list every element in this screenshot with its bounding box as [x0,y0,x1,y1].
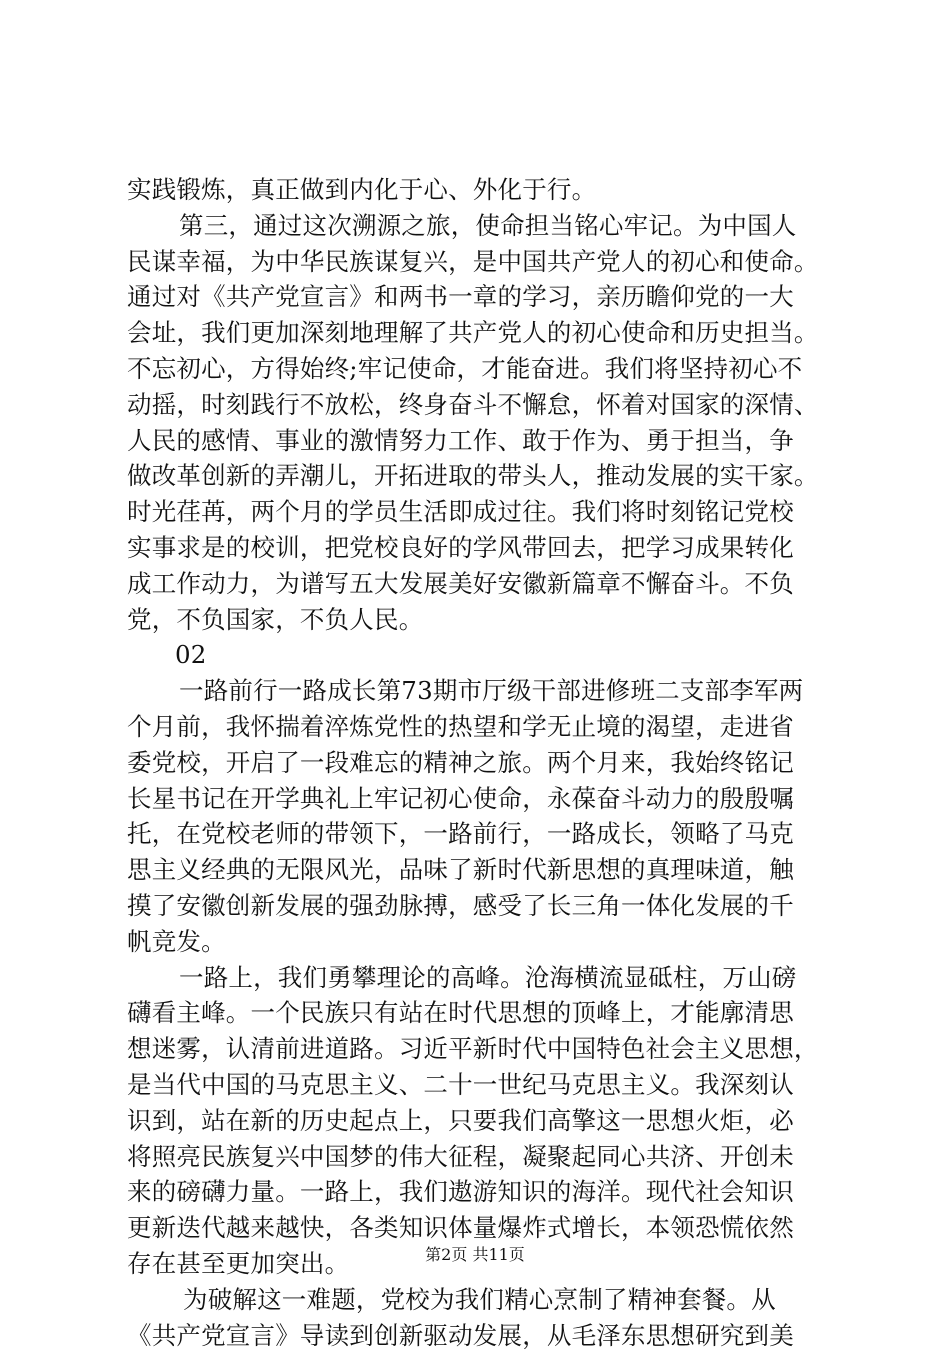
text-line: 不忘初心，方得始终;牢记使命，才能奋进。我们将坚持初心不 [127,351,827,387]
paragraph-start-line: 一路上，我们勇攀理论的高峰。沧海横流显砥柱，万山磅 [127,960,827,996]
page-footer [0,1245,950,1265]
section-number: 02 [127,637,827,673]
text-line: 摸了安徽创新发展的强劲脉搏，感受了长三角一体化发展的千 [127,888,827,924]
text-line: 识到，站在新的历史起点上，只要我们高擎这一思想火炬，必 [127,1103,827,1139]
text-line: 党，不负国家，不负人民。 [127,602,827,638]
body-text [127,172,827,1353]
text-line: 《共产党宣言》导读到创新驱动发展，从毛泽东思想研究到美 [127,1318,827,1353]
text-line: 民谋幸福，为中华民族谋复兴，是中国共产党人的初心和使命。 [127,244,827,280]
text-line: 想迷雾，认清前进道路。习近平新时代中国特色社会主义思想， [127,1031,827,1067]
text-line: 长星书记在开学典礼上牢记初心使命，永葆奋斗动力的殷殷嘱 [127,781,827,817]
paragraph-start-line: 为破解这一难题，党校为我们精心烹制了精神套餐。从 [127,1282,827,1318]
text-line: 思主义经典的无限风光，品味了新时代新思想的真理味道，触 [127,852,827,888]
text-line: 会址，我们更加深刻地理解了共产党人的初心使命和历史担当。 [127,315,827,351]
text-line: 来的磅礴力量。一路上，我们遨游知识的海洋。现代社会知识 [127,1174,827,1210]
text-line: 实践锻炼，真正做到内化于心、外化于行。 [127,172,827,208]
text-line: 礴看主峰。一个民族只有站在时代思想的顶峰上，才能廓清思 [127,995,827,1031]
text-line: 将照亮民族复兴中国梦的伟大征程，凝聚起同心共济、开创未 [127,1139,827,1175]
text-line: 成工作动力，为谱写五大发展美好安徽新篇章不懈奋斗。不负 [127,566,827,602]
text-line: 委党校，开启了一段难忘的精神之旅。两个月来，我始终铭记 [127,745,827,781]
text-line: 做改革创新的弄潮儿，开拓进取的带头人，推动发展的实干家。 [127,458,827,494]
page-number-label: 第2页 共11页 [425,1245,525,1264]
text-line: 实事求是的校训，把党校良好的学风带回去，把学习成果转化 [127,530,827,566]
paragraph-start-line: 第三，通过这次溯源之旅，使命担当铭心牢记。为中国人 [127,208,827,244]
paragraph-start-line: 一路前行一路成长第73期市厅级干部进修班二支部李军两 [127,673,827,709]
text-line: 个月前，我怀揣着淬炼党性的热望和学无止境的渴望，走进省 [127,709,827,745]
text-line: 人民的感情、事业的激情努力工作、敢于作为、勇于担当，争 [127,423,827,459]
text-line: 是当代中国的马克思主义、二十一世纪马克思主义。我深刻认 [127,1067,827,1103]
text-line: 帆竞发。 [127,924,827,960]
text-line: 存在甚至更加突出。 [127,1246,827,1282]
text-line: 托，在党校老师的带领下，一路前行，一路成长，领略了马克 [127,816,827,852]
text-line: 通过对《共产党宣言》和两书一章的学习，亲历瞻仰党的一大 [127,279,827,315]
text-line: 时光荏苒，两个月的学员生活即成过往。我们将时刻铭记党校 [127,494,827,530]
text-line: 更新迭代越来越快，各类知识体量爆炸式增长，本领恐慌依然 [127,1210,827,1246]
text-line: 动摇，时刻践行不放松，终身奋斗不懈怠，怀着对国家的深情、 [127,387,827,423]
